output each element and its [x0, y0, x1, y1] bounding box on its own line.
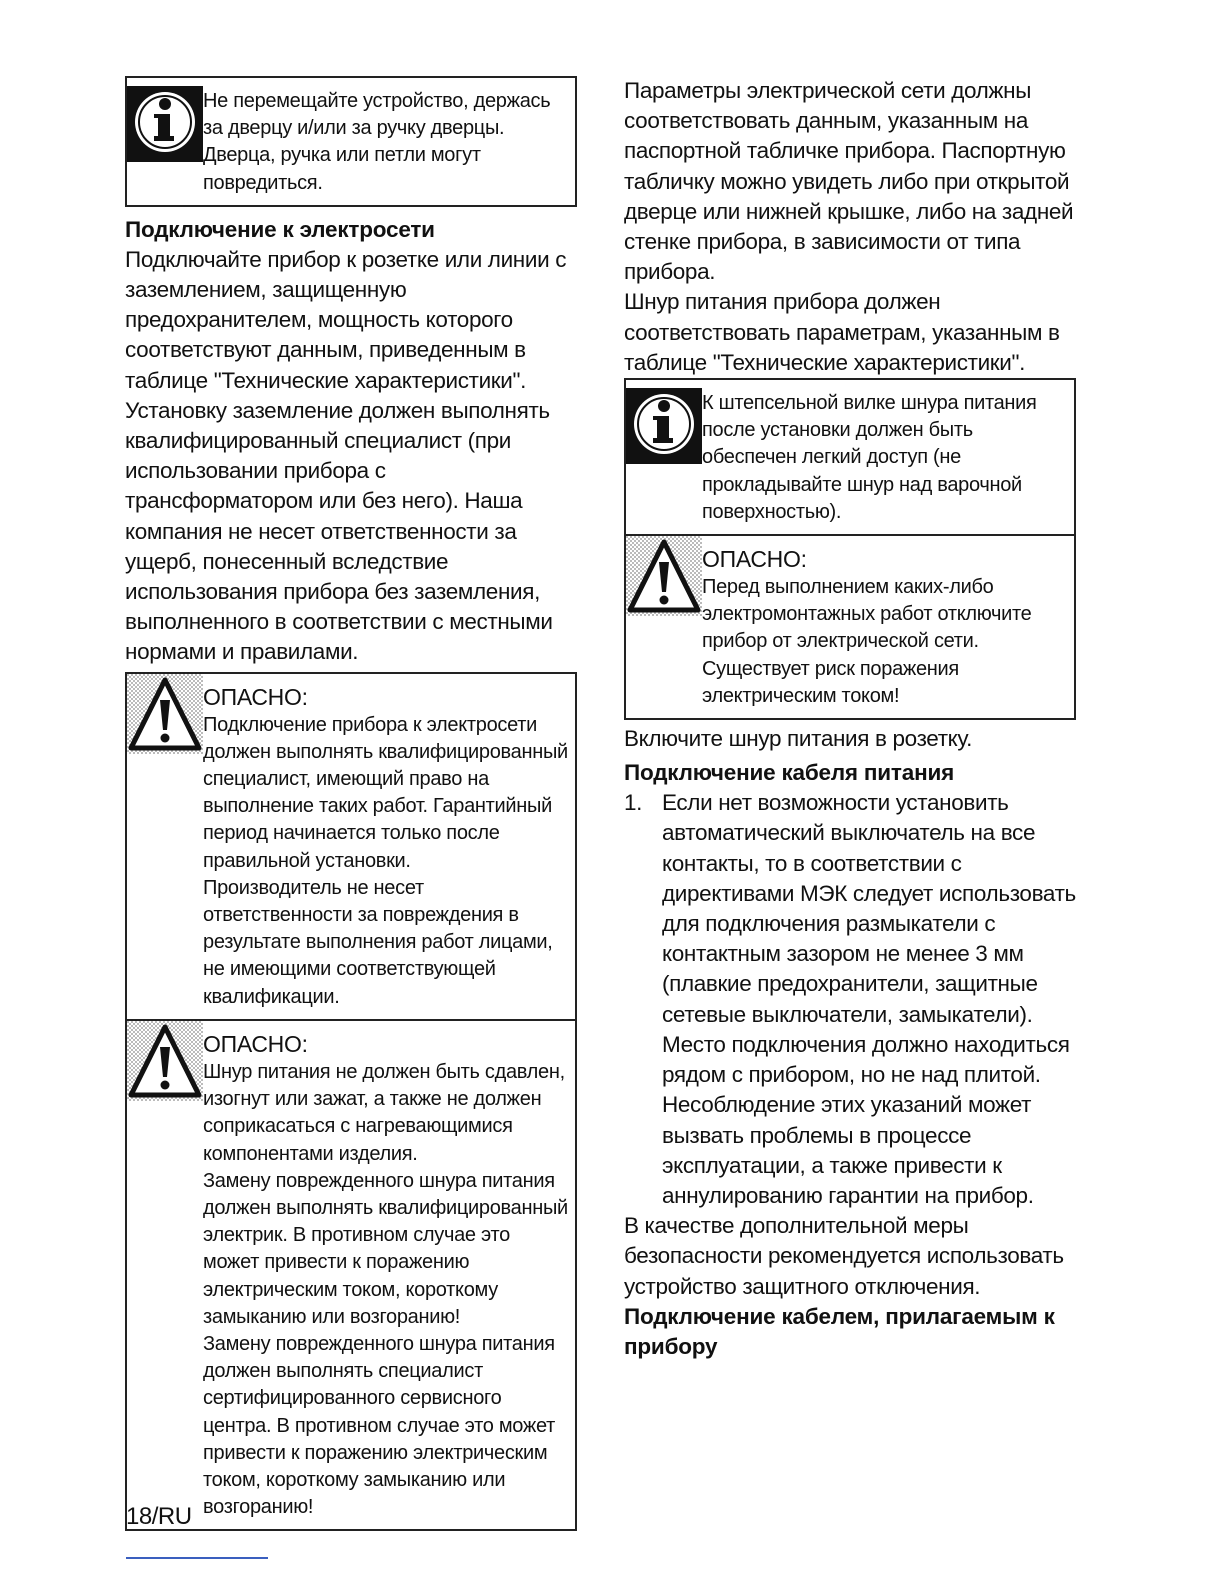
warning-title: ОПАСНО:: [203, 1030, 308, 1057]
warning-box-power-cord: [125, 1021, 577, 1531]
warning-text: Производитель не несет ответственности за повреждения в результате выполнения работ лицами, не имеющими соответствующей квалификации.: [203, 876, 553, 1008]
right-column: [624, 76, 1076, 1362]
warning-text: Замену поврежденного шнура питания должен выполнять квалифицированный электрик. В противном случае это может привести к поражению электрическим током, короткому замыканию или возгоранию!: [203, 1169, 568, 1328]
heading-power-cable: Подключение кабеля питания: [624, 760, 955, 786]
warning-box-disconnect: [624, 536, 1076, 720]
warning-box-qualified-specialist: [125, 672, 577, 1021]
warning-triangle-icon: [626, 536, 702, 616]
warning-title: ОПАСНО:: [702, 546, 807, 573]
warning-text: Существует риск поражения электрическим током!: [702, 657, 959, 707]
info-icon: [626, 380, 702, 464]
power-cord-paragraph: Шнур питания прибора должен соответствовать параметрам, указанным в таблице "Технические характеристики".: [624, 289, 1060, 375]
warning-triangle-icon: [127, 674, 203, 754]
list-item-text: Если нет возможности установить автоматический выключатель на все контакты, то в соответствии с директивами МЭК следует использовать для подключения размыкатели с контактным зазором не менее 3 мм (плавкие предохранители, защитные сетевые выключатели, замыкатели). Место подключения должно находиться рядом с прибором, но не над плитой. Несоблюдение этих указаний может вызвать проблемы в процессе эксплуатации, а также привести к аннулированию гарантии на прибор.: [662, 790, 1076, 1208]
heading-supplied-cable: Подключение кабелем, прилагаемым к прибору: [624, 1303, 1055, 1359]
info-icon: [127, 78, 203, 162]
warning-text: Шнур питания не должен быть сдавлен, изогнут или зажат, а также не должен соприкасаться с нагревающимися компонентами изделия.: [203, 1060, 565, 1165]
info-notice-plug-access: [624, 378, 1076, 536]
warning-text: Перед выполнением каких-либо электромонтажных работ отключите прибор от электрической сети.: [702, 576, 1032, 653]
power-cable-list: [624, 788, 1076, 1211]
rating-plate-paragraph: Параметры электрической сети должны соответствовать данным, указанным на паспортной табличке прибора. Паспортную табличку можно увидеть либо при открытой дверце или нижней крышке, либо на задней стенке прибора, в зависимости от типа прибора.: [624, 78, 1074, 285]
list-item: [624, 788, 1076, 1211]
page-number: 18/RU: [126, 1503, 192, 1530]
heading-electrical-connection: Подключение к электросети: [125, 216, 435, 242]
info-notice-text: Не перемещайте устройство, держась за дверцу и/или за ручку дверцы. Дверца, ручка или петли могут повредиться.: [203, 90, 551, 194]
rcd-paragraph: В качестве дополнительной меры безопасности рекомендуется использовать устройство защитного отключения.: [624, 1213, 1064, 1299]
info-notice-door: [125, 76, 577, 207]
info-notice-text: К штепсельной вилке шнура питания после установки должен быть обеспечен легкий доступ (не прокладывайте шнур над варочной поверхностью).: [702, 392, 1037, 523]
electrical-connection-paragraph: Подключайте прибор к розетке или линии с заземлением, защищенную предохранителем, мощность которого соответствуют данным, приведенным в таблице "Технические характеристики". Установку заземление должен выполнять квалифицированный специалист (при использовании прибора с трансформатором или без него). Наша компания не несет ответственности за ущерб, понесенный вследствие использования прибора без заземления, выполненного в соответствии с местными нормами и правилами.: [125, 246, 567, 665]
left-column: [125, 76, 577, 1531]
warning-title: ОПАСНО:: [203, 683, 308, 710]
warning-triangle-icon: [127, 1021, 203, 1101]
warning-text: Замену поврежденного шнура питания должен выполнять специалист сертифицированного сервисного центра. В противном случае это может привести к поражению электрическим током, короткому замыканию или возгоранию!: [203, 1332, 556, 1519]
warning-text: Подключение прибора к электросети должен выполнять квалифицированный специалист, имеющий право на выполнение таких работ. Гарантийный период начинается только после правильной установки.: [203, 713, 568, 872]
bottom-rule: [126, 1557, 268, 1559]
list-item-number: 1.: [624, 790, 643, 816]
plug-in-paragraph: Включите шнур питания в розетку.: [624, 726, 972, 752]
